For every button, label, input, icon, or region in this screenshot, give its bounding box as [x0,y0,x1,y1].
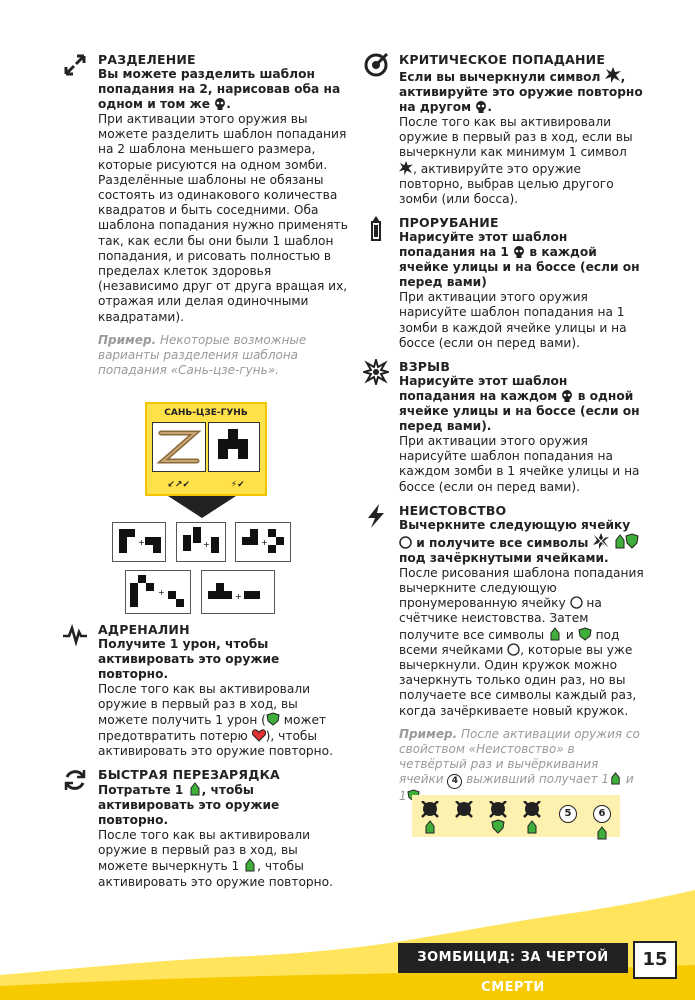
section-critical [399,52,644,207]
weapon-card-sanjiegun [145,402,267,496]
section-adrenaline [98,622,348,759]
reload-title: БЫСТРАЯ ПЕРЕЗАРЯДКА [98,767,280,783]
number-slot: 6 [592,801,612,840]
left-column [98,52,348,386]
left-column-lower [98,622,348,898]
arrow-down-icon [168,496,236,518]
section-slash [399,215,644,351]
zombie-skull-icon [561,390,573,402]
frenzy-rule: Вычеркните следующую ячейку и получите все символы под зачёркнутыми ячейками. [399,518,644,566]
critical-title: КРИТИЧЕСКОЕ ПОПАДАНИЕ [399,52,606,67]
empty-circle-icon [570,596,583,609]
zombie-skull-icon [513,246,525,258]
section-reload [98,767,348,890]
empty-circle-icon [399,536,412,549]
pattern-example [201,570,275,614]
slash-body: При активации этого оружия нарисуйте шаблон попадания на 1 зомби в каждой ячейке улицы и на боссе (если он перед вами). [399,290,627,350]
pattern-example [235,522,291,562]
heartbeat-icon [62,622,88,648]
empty-circle-icon [507,643,520,656]
blast-body: При активации этого оружия нарисуйте шаблон попадания на каждом зомби в 1 ячейке улицы и на боссе (если он перед вами). [399,434,640,494]
split-body: При активации этого оружия вы можете разделить шаблон попадания на 2 шаблона меньшего размера, которые рисуются на одном зомби. Разделённые шаблоны не обязаны состоять из одинакового количества квадратов и быть соседними. Оба шаблона попадания нужно применять так, как если бы они были 1 шаблон попадания, и рисовать полностью в пределах клеток здоровья (независимо друг от друга вращая их, отражая или делая одиночными квадратами). [98,112,348,324]
zombie-skull-icon [475,101,487,113]
armor-shield-icon [266,712,280,726]
target-icon [363,52,389,78]
svg-text:+: + [235,592,242,601]
slash-title: ПРОРУБАНИЕ [399,215,499,231]
number-circle: 4 [447,774,462,789]
ammo-icon [548,627,562,641]
frenzy-tracker [412,795,620,837]
split-title: РАЗДЕЛЕНИЕ [98,52,196,67]
nunchaku-icon [153,423,205,471]
lightning-icon [363,503,389,529]
svg-text:+: + [138,538,145,547]
crossed-slot [488,801,508,835]
adrenaline-body: После того как вы активировали оружие в первый раз в ход, вы можете получить 1 урон ( может предотвратить потерю ), чтобы активировать это оружие повторно. [98,682,333,758]
ammo-icon [595,826,609,840]
ammo-icon [188,782,202,796]
card-hit-template [208,422,260,472]
critical-body: После того как вы активировали оружие в первый раз в ход, если вы вычеркнули как минимум 1 символ , активируйте это оружие повторно, выбрав целью другого зомби (или босса). [399,115,633,207]
ammo-armor-icons [613,533,639,549]
crossed-splat-icon [593,533,609,549]
svg-text:+: + [203,540,210,549]
split-rule: Вы можете разделить шаблон попадания на 2, нарисовав оба на одном и том же . [98,67,341,111]
armor-shield-icon [578,627,592,641]
adrenaline-rule: Получите 1 урон, чтобы активировать это оружие повторно. [98,637,280,681]
page-number: 15 [633,941,677,979]
heart-icon [252,729,266,742]
card-weapon-image [152,422,206,472]
frenzy-example: Пример. После активации оружия со свойством «Неистовство» в четвёртый раз и вычёркивания ячейки 4 выживший получает 1 и 1 [399,726,640,803]
ammo-icon [243,858,257,872]
explosion-icon [363,359,389,385]
reload-body: После того как вы активировали оружие в первый раз в ход, вы можете вычеркнуть 1 , чтобы активировать это оружие повторно. [98,828,333,889]
footer-title: ЗОМБИЦИД: ЗА ЧЕРТОЙ СМЕРТИ [398,943,628,973]
ammo-icon [609,772,622,785]
blast-title: ВЗРЫВ [399,359,451,375]
card-keywords [147,480,265,490]
blast-rule: Нарисуйте этот шаблон попадания на каждом в одной ячейке улицы и на боссе (если он перед вами). [399,374,640,434]
critical-rule: Если вы вычеркнули символ , активируйте это оружие повторно на другом . [399,67,644,115]
section-blast [399,359,644,495]
frenzy-keyword-icon: ⚡✔ [230,480,245,490]
pattern-example [112,522,166,562]
crossed-slot [420,801,440,835]
split-example: Пример. Некоторые возможные варианты разделения шаблона попадания «Сань-цзе-гунь». [98,332,307,377]
split-keyword-icon: ↙↗✔ [167,480,190,490]
section-split [98,52,348,378]
svg-text:+: + [158,588,165,597]
splat-icon [605,67,621,83]
crossed-slot [454,801,474,835]
crossed-slot [522,801,542,835]
section-frenzy [399,503,644,804]
splat-icon [399,161,413,175]
frenzy-title: НЕИСТОВСТВО [399,502,507,518]
zombie-skull-icon [214,98,226,110]
frenzy-body: После рисования шаблона попадания вычеркните следующую пронумерованную ячейку на счётчике неистовства. Затем получите все символы и под всеми ячейками , которые вы уже вычеркнули. Один кружок можно зачеркнуть только один раз, но вы получаете все символы каждый раз, когда зачёркиваете новый кружок. [399,565,644,718]
reload-rule: Потратьте 1 , чтобы активировать это оружие повторно. [98,783,280,828]
svg-text:+: + [261,538,268,547]
adrenaline-title: АДРЕНАЛИН [98,622,190,637]
reload-arrows-icon [62,767,88,793]
right-column [399,52,644,812]
number-slot: 5 [558,801,578,823]
slash-rule: Нарисуйте этот шаблон попадания на 1 в каждой ячейке улицы и на боссе (если он перед вами) [399,230,640,290]
pattern-example [125,570,191,614]
split-arrows-icon [62,52,88,78]
card-title: САНЬ-ЦЗЕ-ГУНЬ [164,408,248,418]
vertical-slash-icon [363,215,389,241]
pattern-example [176,522,226,562]
